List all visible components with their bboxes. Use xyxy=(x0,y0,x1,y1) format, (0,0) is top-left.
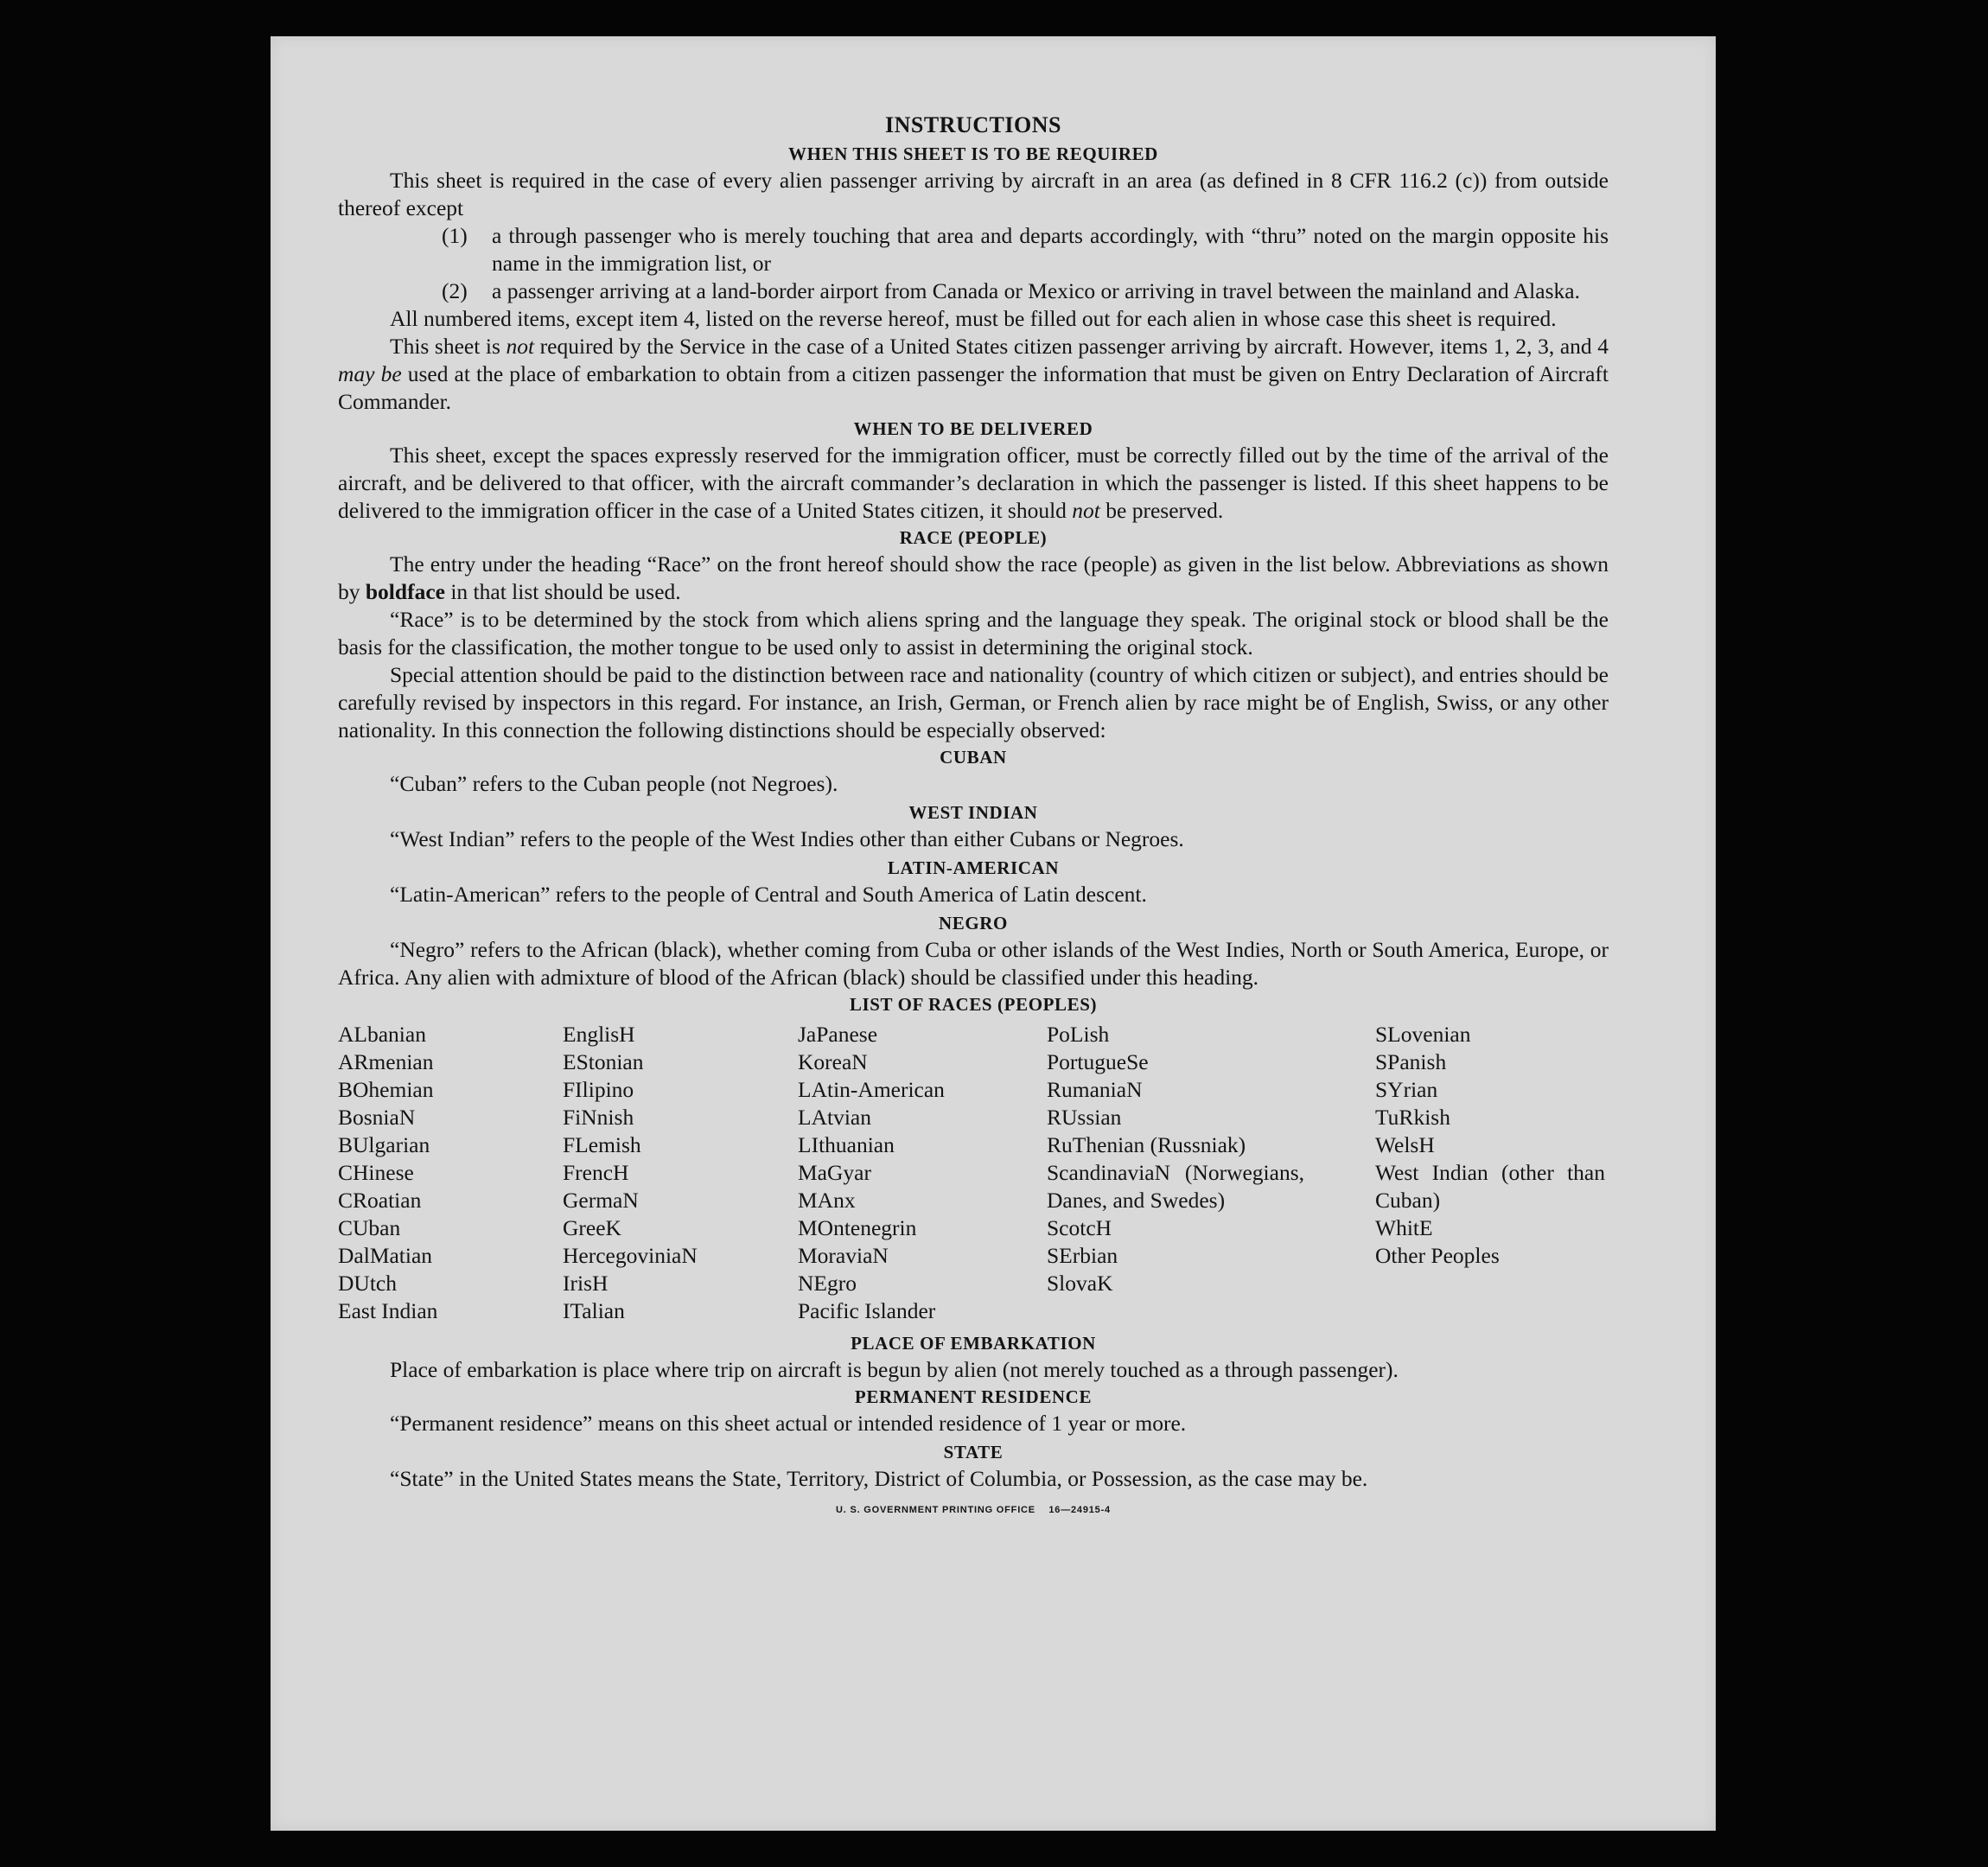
emphasis-not: not xyxy=(506,334,535,359)
race-entry: KoreaN xyxy=(798,1049,868,1074)
heading-west-indian: WEST INDIAN xyxy=(908,802,1038,823)
embarkation-text: Place of embarkation is place where trip on aircraft is begun by alien (not merely touched as a through passenger). xyxy=(390,1357,1399,1382)
race-entry: WhitE xyxy=(1375,1215,1433,1240)
heading-when-delivered: WHEN TO BE DELIVERED xyxy=(853,418,1093,439)
residence-text: “Permanent residence” means on this sheet actual or intended residence of 1 year or more. xyxy=(390,1411,1187,1436)
when-required-p2: All numbered items, except item 4, listed on the reverse hereof, must be filled out for each alien in whose case this sheet is required. xyxy=(390,306,1557,331)
race-p3: Special attention should be paid to the distinction between race and nationality (country of which citizen or subject), and entries should be carefully revised by inspectors in this regard. For instance, an Irish, German, or French alien by race might be of English, Swiss, or any other nationality. In this connection the following distinctions should be especially observed: xyxy=(338,662,1609,742)
race-entry: EnglisH xyxy=(563,1022,635,1047)
race-entry: GreeK xyxy=(563,1215,621,1240)
when-required-intro: This sheet is required in the case of every alien passenger arriving by aircraft in an area (as defined in 8 CFR 116.2 (c)) from outside thereof except xyxy=(338,168,1609,220)
instructions-content xyxy=(338,110,1609,1515)
page-title: INSTRUCTIONS xyxy=(885,112,1061,137)
race-entry: IrisH xyxy=(563,1271,609,1296)
race-entry: FrencH xyxy=(563,1160,629,1185)
race-entry: ScandinaviaN (Norwegians, Danes, and Swedes) xyxy=(1047,1160,1304,1213)
races-column-2 xyxy=(563,1021,798,1325)
race-entry: LAtin-American xyxy=(798,1077,945,1102)
emphasis-not: not xyxy=(1072,498,1100,523)
emphasis-may-be: may be xyxy=(338,361,402,386)
west-indian-definition: “West Indian” refers to the people of the West Indies other than either Cubans or Negroes. xyxy=(390,826,1184,851)
latin-american-definition: “Latin-American” refers to the people of Central and South America of Latin descent. xyxy=(390,882,1147,907)
races-column-5 xyxy=(1375,1021,1609,1325)
race-entry: BUlgarian xyxy=(338,1132,430,1157)
race-entry: SErbian xyxy=(1047,1243,1118,1268)
when-delivered-text: This sheet, except the spaces expressly reserved for the immigration officer, must be correctly filled out by the time of the arrival of the aircraft, and be delivered to that officer, with the aircraft commander’s declaration in which the passenger is listed. If this sheet happens to be delivered to the immigration officer in the case of a United States citizen, it should not be preserved. xyxy=(338,443,1609,523)
race-entry: MOntenegrin xyxy=(798,1215,917,1240)
race-entry: West Indian (other than Cuban) xyxy=(1375,1160,1605,1213)
race-entry: PoLish xyxy=(1047,1022,1110,1047)
race-entry: ITalian xyxy=(563,1298,625,1323)
item-number: (1) xyxy=(442,223,468,248)
race-entry: LAtvian xyxy=(798,1105,871,1130)
exception-item-1 xyxy=(338,222,1609,277)
exception-item-2 xyxy=(338,277,1609,305)
race-entry: ARmenian xyxy=(338,1049,434,1074)
race-entry: CUban xyxy=(338,1215,401,1240)
race-entry: SLovenian xyxy=(1375,1022,1471,1047)
race-entry: BosniaN xyxy=(338,1105,416,1130)
race-entry: CHinese xyxy=(338,1160,414,1185)
heading-place-of-embarkation: PLACE OF EMBARKATION xyxy=(851,1333,1096,1354)
race-entry: SPanish xyxy=(1375,1049,1447,1074)
race-entry: RuThenian (Russniak) xyxy=(1047,1132,1246,1157)
race-entry: East Indian xyxy=(338,1298,438,1323)
races-column-4 xyxy=(1047,1021,1306,1325)
boldface-word: boldface xyxy=(365,579,445,604)
race-entry: SlovaK xyxy=(1047,1271,1113,1296)
races-column-1 xyxy=(338,1021,563,1325)
heading-negro: NEGRO xyxy=(938,913,1008,934)
cuban-definition: “Cuban” refers to the Cuban people (not Negroes). xyxy=(390,771,838,796)
race-entry: RUssian xyxy=(1047,1105,1122,1130)
races-column-spacer xyxy=(1306,1021,1375,1325)
race-entry: FIlipino xyxy=(563,1077,634,1102)
race-entry: TuRkish xyxy=(1375,1105,1450,1130)
race-entry: HercegoviniaN xyxy=(563,1243,698,1268)
document-page xyxy=(271,36,1716,1831)
race-entry: CRoatian xyxy=(338,1188,422,1213)
races-list xyxy=(338,1021,1609,1325)
race-entry: NEgro xyxy=(798,1271,857,1296)
race-p2: “Race” is to be determined by the stock from which aliens spring and the language they speak. The original stock or blood shall be the basis for the classification, the mother tongue to be used only to assist in determining the original stock. xyxy=(338,607,1609,660)
race-entry: LIthuanian xyxy=(798,1132,895,1157)
heading-state: STATE xyxy=(943,1442,1004,1462)
item-number: (2) xyxy=(442,278,468,303)
race-entry: ALbanian xyxy=(338,1022,426,1047)
race-entry: FiNnish xyxy=(563,1105,634,1130)
heading-list-of-races: LIST OF RACES (PEOPLES) xyxy=(849,994,1098,1015)
heading-cuban: CUBAN xyxy=(940,747,1007,768)
race-entry: EStonian xyxy=(563,1049,644,1074)
race-entry: JaPanese xyxy=(798,1022,878,1047)
race-entry: FLemish xyxy=(563,1132,641,1157)
race-entry: GermaN xyxy=(563,1188,639,1213)
race-entry: RumaniaN xyxy=(1047,1077,1143,1102)
race-p1: The entry under the heading “Race” on the front hereof should show the race (people) as given in the list below. Abbreviations as shown by boldface in that list should be used. xyxy=(338,551,1609,604)
negro-definition: “Negro” refers to the African (black), whether coming from Cuba or other islands of the West Indies, North or South America, Europe, or Africa. Any alien with admixture of blood of the African (black) should be classified under this heading. xyxy=(338,937,1609,990)
race-entry: MaGyar xyxy=(798,1160,871,1185)
when-required-p3: This sheet is not required by the Service in the case of a United States citizen passenger arriving by aircraft. However, items 1, 2, 3, and 4 may be used at the place of embarkation to obtain from a citizen passenger the information that must be given on Entry Declaration of Aircraft Commander. xyxy=(338,334,1609,414)
heading-when-required: WHEN THIS SHEET IS TO BE REQUIRED xyxy=(788,143,1158,164)
race-entry: ScotcH xyxy=(1047,1215,1112,1240)
race-entry: SYrian xyxy=(1375,1077,1438,1102)
race-entry: Other Peoples xyxy=(1375,1243,1500,1268)
heading-race: RACE (PEOPLE) xyxy=(899,527,1048,548)
heading-latin-american: LATIN-AMERICAN xyxy=(887,857,1060,878)
state-text: “State” in the United States means the State, Territory, District of Columbia, or Possession, as the case may be. xyxy=(390,1466,1368,1491)
race-entry: DalMatian xyxy=(338,1243,433,1268)
races-column-3 xyxy=(798,1021,1047,1325)
item-text: a through passenger who is merely touching that area and departs accordingly, with “thru” noted on the margin opposite his name in the immigration list, or xyxy=(492,223,1609,276)
race-entry: MAnx xyxy=(798,1188,856,1213)
race-entry: MoraviaN xyxy=(798,1243,889,1268)
race-entry: WelsH xyxy=(1375,1132,1435,1157)
race-entry: Pacific Islander xyxy=(798,1298,936,1323)
race-entry: DUtch xyxy=(338,1271,397,1296)
printing-office-footer: U. S. GOVERNMENT PRINTING OFFICE 16—24915-4 xyxy=(836,1505,1111,1515)
heading-permanent-residence: PERMANENT RESIDENCE xyxy=(854,1386,1093,1407)
race-entry: BOhemian xyxy=(338,1077,434,1102)
item-text: a passenger arriving at a land-border airport from Canada or Mexico or arriving in travel between the mainland and Alaska. xyxy=(492,278,1580,303)
race-entry: PortugueSe xyxy=(1047,1049,1149,1074)
